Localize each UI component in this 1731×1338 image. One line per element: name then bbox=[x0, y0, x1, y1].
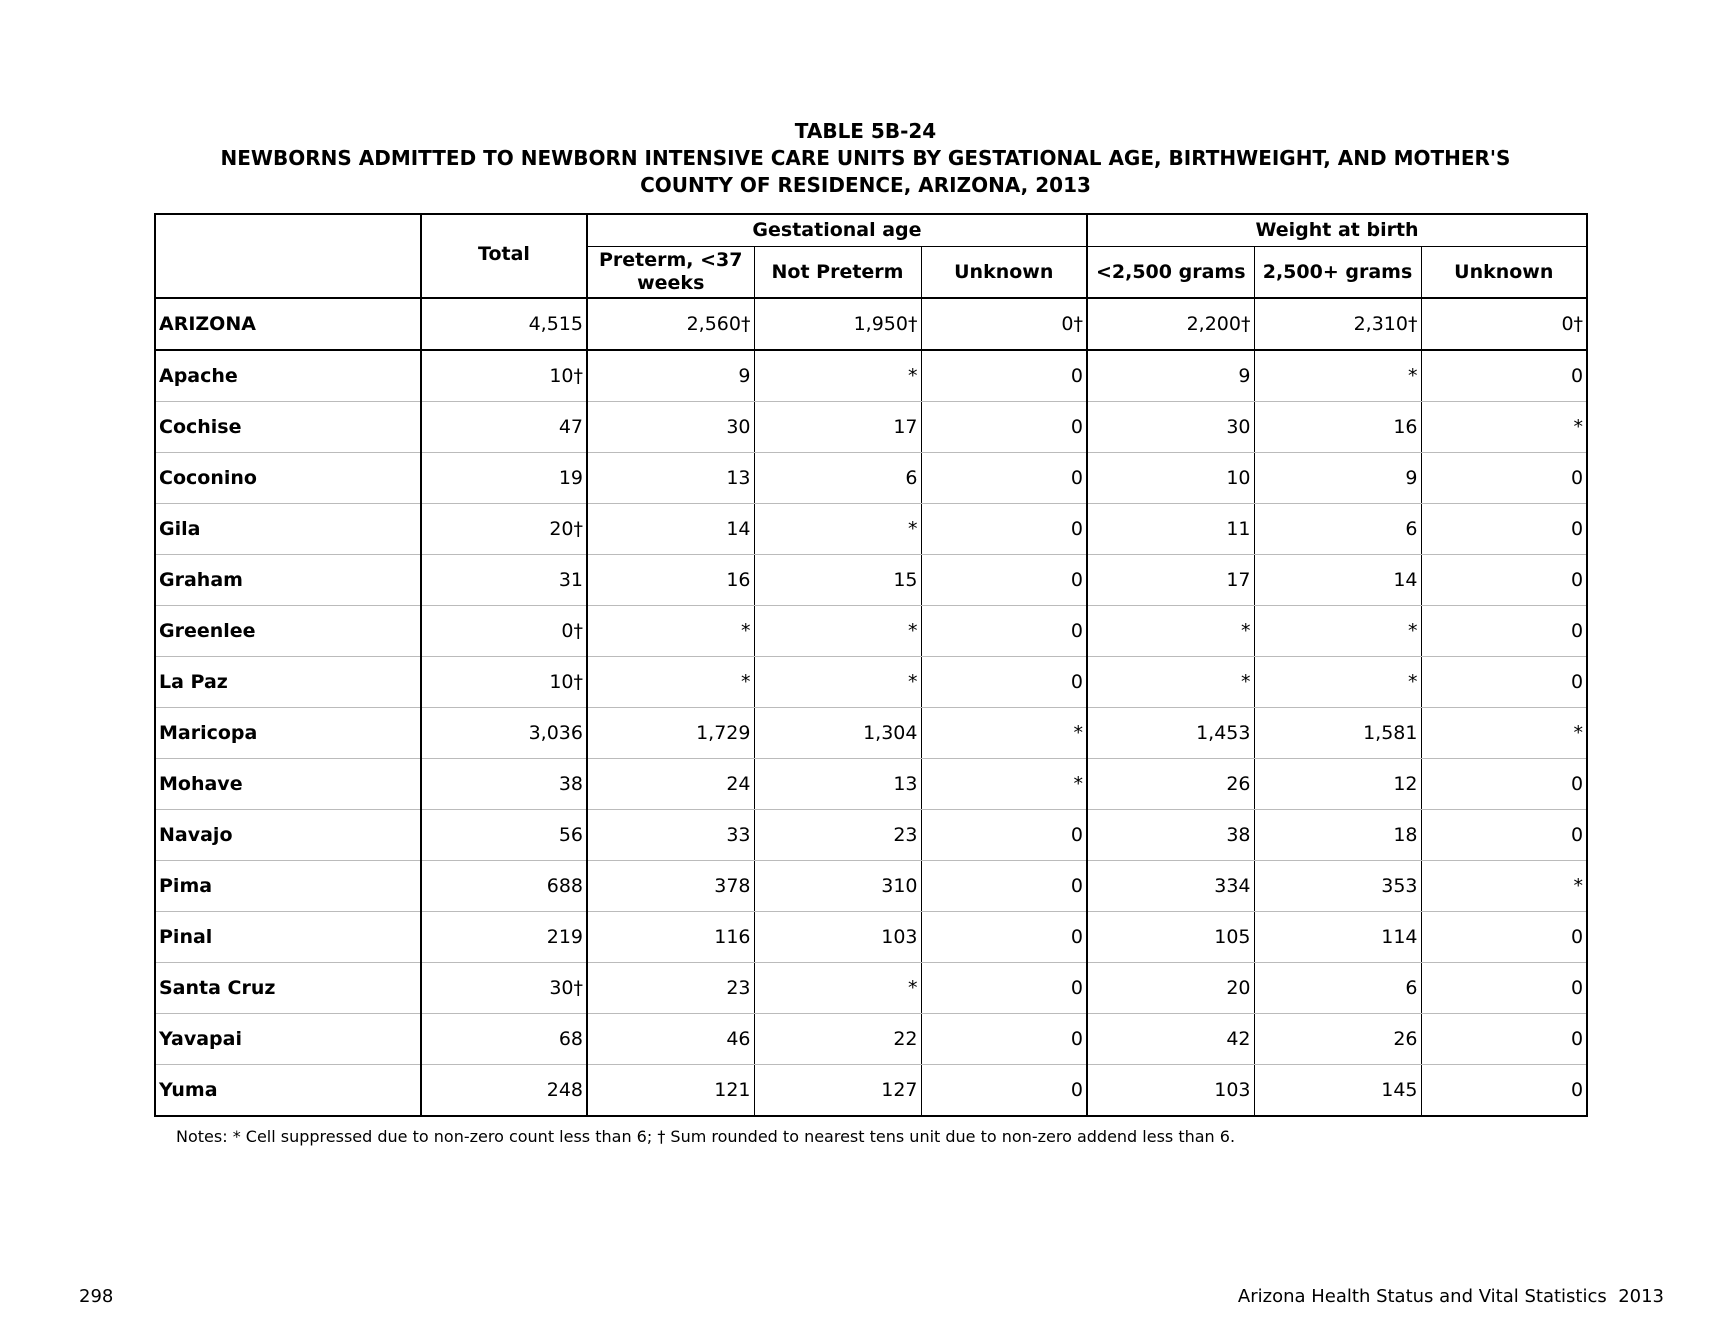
cell-lt2500: 38 bbox=[1087, 810, 1254, 861]
cell-not-preterm: 15 bbox=[754, 555, 921, 606]
header-preterm: Preterm, <37 weeks bbox=[587, 247, 754, 299]
cell-not-preterm: 23 bbox=[754, 810, 921, 861]
cell-lt2500: 9 bbox=[1087, 350, 1254, 402]
header-gt2500: 2,500+ grams bbox=[1254, 247, 1421, 299]
cell-gt2500: 1,581 bbox=[1254, 708, 1421, 759]
cell-county: ARIZONA bbox=[155, 298, 421, 350]
table-notes: Notes: * Cell suppressed due to non-zero count less than 6; † Sum rounded to nearest tens unit due to non-zero addend less than 6. bbox=[176, 1127, 1236, 1146]
cell-total: 38 bbox=[421, 759, 587, 810]
cell-county: Yuma bbox=[155, 1065, 421, 1117]
cell-lt2500: 334 bbox=[1087, 861, 1254, 912]
cell-county: Navajo bbox=[155, 810, 421, 861]
cell-gt2500: 12 bbox=[1254, 759, 1421, 810]
cell-not-preterm: 1,950† bbox=[754, 298, 921, 350]
cell-gt2500: * bbox=[1254, 606, 1421, 657]
cell-gt2500: * bbox=[1254, 657, 1421, 708]
cell-preterm: 33 bbox=[587, 810, 754, 861]
cell-total: 19 bbox=[421, 453, 587, 504]
cell-preterm: 14 bbox=[587, 504, 754, 555]
cell-county: La Paz bbox=[155, 657, 421, 708]
cell-ga-unknown: * bbox=[921, 708, 1087, 759]
cell-preterm: * bbox=[587, 657, 754, 708]
cell-ga-unknown: 0 bbox=[921, 963, 1087, 1014]
header-weight-at-birth: Weight at birth bbox=[1087, 214, 1587, 247]
cell-preterm: 2,560† bbox=[587, 298, 754, 350]
cell-county: Cochise bbox=[155, 402, 421, 453]
table-row bbox=[155, 606, 1587, 657]
cell-preterm: 46 bbox=[587, 1014, 754, 1065]
cell-lt2500: 103 bbox=[1087, 1065, 1254, 1117]
header-ga-unknown: Unknown bbox=[921, 247, 1087, 299]
cell-county: Coconino bbox=[155, 453, 421, 504]
cell-ga-unknown: 0 bbox=[921, 1065, 1087, 1117]
cell-ga-unknown: 0 bbox=[921, 402, 1087, 453]
table-row bbox=[155, 861, 1587, 912]
cell-ga-unknown: 0 bbox=[921, 810, 1087, 861]
cell-wt-unknown: 0 bbox=[1421, 1014, 1587, 1065]
cell-county: Santa Cruz bbox=[155, 963, 421, 1014]
table-row bbox=[155, 350, 1587, 402]
cell-wt-unknown: 0 bbox=[1421, 810, 1587, 861]
cell-total: 56 bbox=[421, 810, 587, 861]
cell-total: 0† bbox=[421, 606, 587, 657]
cell-lt2500: * bbox=[1087, 606, 1254, 657]
cell-ga-unknown: 0 bbox=[921, 350, 1087, 402]
cell-lt2500: 17 bbox=[1087, 555, 1254, 606]
table-row bbox=[155, 1014, 1587, 1065]
cell-not-preterm: 17 bbox=[754, 402, 921, 453]
header-not-preterm: Not Preterm bbox=[754, 247, 921, 299]
cell-total: 68 bbox=[421, 1014, 587, 1065]
cell-lt2500: * bbox=[1087, 657, 1254, 708]
cell-gt2500: 353 bbox=[1254, 861, 1421, 912]
cell-total: 219 bbox=[421, 912, 587, 963]
cell-not-preterm: * bbox=[754, 963, 921, 1014]
cell-not-preterm: * bbox=[754, 504, 921, 555]
cell-gt2500: 2,310† bbox=[1254, 298, 1421, 350]
cell-wt-unknown: 0 bbox=[1421, 350, 1587, 402]
cell-lt2500: 42 bbox=[1087, 1014, 1254, 1065]
cell-gt2500: 9 bbox=[1254, 453, 1421, 504]
cell-lt2500: 20 bbox=[1087, 963, 1254, 1014]
cell-ga-unknown: 0 bbox=[921, 453, 1087, 504]
cell-wt-unknown: 0† bbox=[1421, 298, 1587, 350]
cell-not-preterm: 127 bbox=[754, 1065, 921, 1117]
cell-not-preterm: 310 bbox=[754, 861, 921, 912]
cell-county: Greenlee bbox=[155, 606, 421, 657]
cell-preterm: 24 bbox=[587, 759, 754, 810]
cell-wt-unknown: 0 bbox=[1421, 759, 1587, 810]
cell-total: 10† bbox=[421, 657, 587, 708]
cell-wt-unknown: * bbox=[1421, 861, 1587, 912]
cell-wt-unknown: 0 bbox=[1421, 555, 1587, 606]
cell-wt-unknown: * bbox=[1421, 708, 1587, 759]
cell-wt-unknown: 0 bbox=[1421, 657, 1587, 708]
cell-gt2500: 6 bbox=[1254, 504, 1421, 555]
cell-ga-unknown: 0 bbox=[921, 1014, 1087, 1065]
cell-total: 248 bbox=[421, 1065, 587, 1117]
cell-not-preterm: 1,304 bbox=[754, 708, 921, 759]
cell-county: Maricopa bbox=[155, 708, 421, 759]
table-row bbox=[155, 402, 1587, 453]
table-row bbox=[155, 759, 1587, 810]
cell-gt2500: 6 bbox=[1254, 963, 1421, 1014]
table-title-line-1: NEWBORNS ADMITTED TO NEWBORN INTENSIVE CARE UNITS BY GESTATIONAL AGE, BIRTHWEIGHT, AND MOTHER'S bbox=[220, 146, 1511, 170]
cell-preterm: 16 bbox=[587, 555, 754, 606]
table-row bbox=[155, 912, 1587, 963]
cell-preterm: 23 bbox=[587, 963, 754, 1014]
cell-wt-unknown: 0 bbox=[1421, 606, 1587, 657]
cell-county: Pima bbox=[155, 861, 421, 912]
table-body bbox=[155, 298, 1587, 1116]
table-row bbox=[155, 810, 1587, 861]
cell-total: 20† bbox=[421, 504, 587, 555]
cell-preterm: 121 bbox=[587, 1065, 754, 1117]
cell-wt-unknown: 0 bbox=[1421, 912, 1587, 963]
cell-preterm: 30 bbox=[587, 402, 754, 453]
table-row bbox=[155, 708, 1587, 759]
cell-lt2500: 30 bbox=[1087, 402, 1254, 453]
table-title-block bbox=[0, 118, 1731, 199]
cell-total: 10† bbox=[421, 350, 587, 402]
cell-preterm: 13 bbox=[587, 453, 754, 504]
cell-preterm: 116 bbox=[587, 912, 754, 963]
cell-lt2500: 11 bbox=[1087, 504, 1254, 555]
cell-county: Mohave bbox=[155, 759, 421, 810]
header-gestational-age: Gestational age bbox=[587, 214, 1087, 247]
cell-not-preterm: * bbox=[754, 657, 921, 708]
cell-not-preterm: 13 bbox=[754, 759, 921, 810]
cell-ga-unknown: * bbox=[921, 759, 1087, 810]
table-row bbox=[155, 555, 1587, 606]
cell-county: Apache bbox=[155, 350, 421, 402]
header-wt-unknown: Unknown bbox=[1421, 247, 1587, 299]
cell-gt2500: 14 bbox=[1254, 555, 1421, 606]
cell-lt2500: 10 bbox=[1087, 453, 1254, 504]
cell-ga-unknown: 0 bbox=[921, 504, 1087, 555]
cell-not-preterm: * bbox=[754, 350, 921, 402]
header-lt2500: <2,500 grams bbox=[1087, 247, 1254, 299]
cell-total: 4,515 bbox=[421, 298, 587, 350]
cell-not-preterm: 22 bbox=[754, 1014, 921, 1065]
cell-ga-unknown: 0 bbox=[921, 606, 1087, 657]
cell-gt2500: 16 bbox=[1254, 402, 1421, 453]
cell-wt-unknown: 0 bbox=[1421, 453, 1587, 504]
cell-lt2500: 2,200† bbox=[1087, 298, 1254, 350]
table-row bbox=[155, 298, 1587, 350]
cell-ga-unknown: 0† bbox=[921, 298, 1087, 350]
cell-total: 31 bbox=[421, 555, 587, 606]
cell-not-preterm: 6 bbox=[754, 453, 921, 504]
data-table bbox=[154, 213, 1588, 1117]
cell-county: Yavapai bbox=[155, 1014, 421, 1065]
cell-wt-unknown: 0 bbox=[1421, 963, 1587, 1014]
cell-lt2500: 105 bbox=[1087, 912, 1254, 963]
cell-ga-unknown: 0 bbox=[921, 555, 1087, 606]
cell-ga-unknown: 0 bbox=[921, 861, 1087, 912]
cell-total: 47 bbox=[421, 402, 587, 453]
table-title-line-2: COUNTY OF RESIDENCE, ARIZONA, 2013 bbox=[640, 173, 1091, 197]
cell-ga-unknown: 0 bbox=[921, 657, 1087, 708]
cell-county: Graham bbox=[155, 555, 421, 606]
cell-total: 3,036 bbox=[421, 708, 587, 759]
cell-gt2500: * bbox=[1254, 350, 1421, 402]
cell-total: 30† bbox=[421, 963, 587, 1014]
table-row bbox=[155, 1065, 1587, 1117]
cell-gt2500: 26 bbox=[1254, 1014, 1421, 1065]
cell-preterm: 1,729 bbox=[587, 708, 754, 759]
cell-county: Pinal bbox=[155, 912, 421, 963]
cell-gt2500: 145 bbox=[1254, 1065, 1421, 1117]
cell-preterm: 378 bbox=[587, 861, 754, 912]
header-total: Total bbox=[421, 214, 587, 298]
cell-total: 688 bbox=[421, 861, 587, 912]
cell-not-preterm: * bbox=[754, 606, 921, 657]
page-number: 298 bbox=[79, 1286, 114, 1307]
cell-gt2500: 18 bbox=[1254, 810, 1421, 861]
table-row bbox=[155, 963, 1587, 1014]
cell-county: Gila bbox=[155, 504, 421, 555]
footer-publication: Arizona Health Status and Vital Statistics 2013 bbox=[1237, 1286, 1664, 1307]
cell-wt-unknown: 0 bbox=[1421, 504, 1587, 555]
cell-gt2500: 114 bbox=[1254, 912, 1421, 963]
cell-lt2500: 1,453 bbox=[1087, 708, 1254, 759]
cell-lt2500: 26 bbox=[1087, 759, 1254, 810]
table-row bbox=[155, 453, 1587, 504]
table-row bbox=[155, 657, 1587, 708]
cell-not-preterm: 103 bbox=[754, 912, 921, 963]
header-county bbox=[155, 214, 421, 298]
table-row bbox=[155, 504, 1587, 555]
table-number: TABLE 5B-24 bbox=[794, 119, 937, 143]
cell-preterm: 9 bbox=[587, 350, 754, 402]
cell-wt-unknown: * bbox=[1421, 402, 1587, 453]
cell-preterm: * bbox=[587, 606, 754, 657]
cell-ga-unknown: 0 bbox=[921, 912, 1087, 963]
cell-wt-unknown: 0 bbox=[1421, 1065, 1587, 1117]
